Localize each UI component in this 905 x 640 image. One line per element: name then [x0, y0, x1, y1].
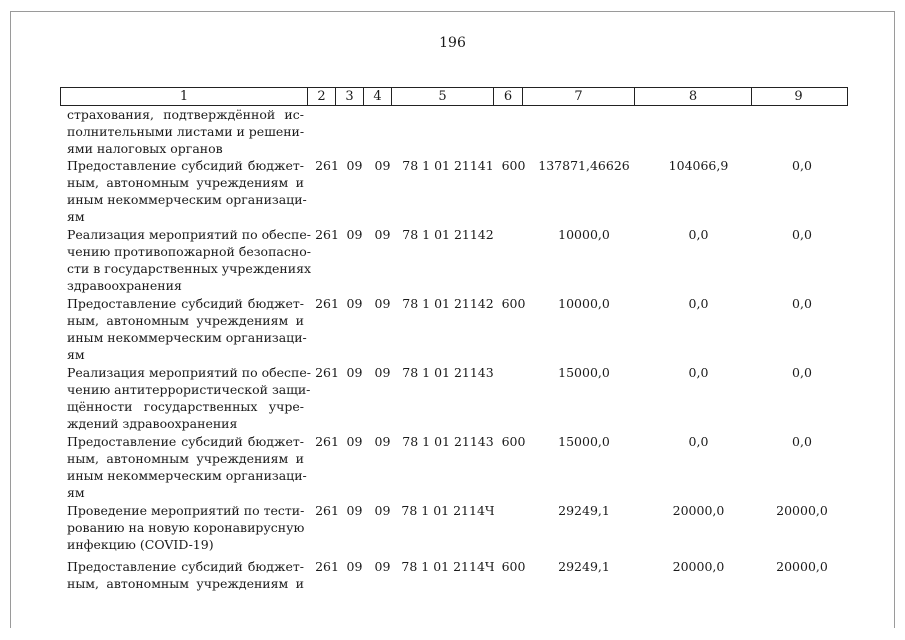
desc-line: ям: [67, 485, 85, 500]
cell-type: 600: [501, 434, 526, 449]
cell-subsection: 09: [374, 559, 391, 574]
cell-subsection: 09: [374, 158, 391, 173]
table-row: [0, 502, 905, 558]
desc-line: здравоохранения: [67, 278, 182, 293]
cell-code: 261: [315, 559, 339, 574]
cell-amount-8: 0,0: [688, 227, 709, 242]
cell-target: 78 1 01 2114Ч: [401, 503, 495, 518]
cell-section: 09: [346, 296, 363, 311]
row-description: [67, 157, 307, 225]
row-description: [67, 558, 304, 592]
cell-amount-9: 0,0: [792, 158, 812, 173]
cell-amount-9: 0,0: [792, 296, 812, 311]
cell-code: 261: [315, 434, 339, 449]
desc-line: ям: [67, 347, 85, 362]
header-col-2: 2: [308, 88, 336, 105]
row-description: [67, 433, 307, 501]
desc-line: Предоставление субсидий бюджет-: [67, 559, 304, 574]
cell-subsection: 09: [374, 434, 391, 449]
cell-amount-8: 20000,0: [672, 503, 725, 518]
cell-amount-7: 15000,0: [558, 434, 610, 449]
desc-line: иным некоммерческим организаци-: [67, 468, 307, 483]
cell-amount-7: 15000,0: [558, 365, 610, 380]
cell-code: 261: [315, 365, 339, 380]
row-description: [67, 364, 312, 432]
table-row: [0, 157, 905, 226]
table-row: [0, 364, 905, 433]
desc-line: ным, автономным учреждениям и: [67, 313, 304, 328]
header-col-3: 3: [336, 88, 364, 105]
cell-subsection: 09: [374, 503, 391, 518]
cell-type: 600: [501, 158, 526, 173]
desc-line: Реализация мероприятий по обеспе-: [67, 227, 312, 242]
desc-line: иным некоммерческим организаци-: [67, 192, 307, 207]
header-col-1: 1: [61, 88, 308, 105]
cell-amount-9: 20000,0: [776, 503, 828, 518]
table-header: [60, 87, 848, 106]
cell-target: 78 1 01 21142: [402, 296, 494, 311]
cell-section: 09: [346, 559, 363, 574]
cell-section: 09: [346, 503, 363, 518]
cell-target: 78 1 01 21143: [402, 365, 494, 380]
table-row: [0, 295, 905, 364]
cell-code: 261: [315, 503, 339, 518]
table-row: [0, 433, 905, 502]
desc-line: ждений здравоохранения: [67, 416, 238, 431]
desc-line: ным, автономным учреждениям и: [67, 451, 304, 466]
table-row: [0, 106, 905, 157]
cell-target: 78 1 01 21142: [402, 227, 494, 242]
desc-line: чению антитеррористической защи-: [67, 382, 311, 397]
desc-line: сти в государственных учреждениях: [67, 261, 312, 276]
page-number: 196: [439, 35, 466, 51]
cell-amount-9: 0,0: [792, 365, 812, 380]
cell-subsection: 09: [374, 365, 391, 380]
table-body: [0, 106, 905, 598]
desc-line: страхования, подтверждённой ис-: [67, 107, 304, 122]
row-description: [67, 502, 304, 553]
desc-line: ным, автономным учреждениям и: [67, 175, 304, 190]
header-col-4: 4: [364, 88, 392, 105]
cell-amount-7: 10000,0: [558, 296, 610, 311]
cell-section: 09: [346, 158, 363, 173]
desc-line: ями налоговых органов: [67, 141, 223, 156]
cell-subsection: 09: [374, 296, 391, 311]
cell-code: 261: [315, 227, 339, 242]
cell-amount-8: 0,0: [688, 434, 709, 449]
cell-amount-9: 0,0: [792, 227, 812, 242]
cell-subsection: 09: [374, 227, 391, 242]
header-col-9: 9: [794, 89, 803, 104]
cell-amount-7: 29249,1: [558, 559, 610, 574]
desc-line: рованию на новую коронавирусную: [67, 520, 305, 535]
desc-line: Реализация мероприятий по обеспе-: [67, 365, 312, 380]
row-description: [67, 106, 304, 157]
cell-amount-8: 104066,9: [668, 158, 729, 173]
desc-line: иным некоммерческим организаци-: [67, 330, 307, 345]
desc-line: полнительными листами и решени-: [67, 124, 305, 139]
cell-target: 78 1 01 21141: [402, 158, 494, 173]
cell-amount-9: 0,0: [792, 434, 812, 449]
cell-code: 261: [315, 158, 339, 173]
desc-line: ным, автономным учреждениям и: [67, 576, 304, 591]
cell-code: 261: [315, 296, 339, 311]
desc-line: Предоставление субсидий бюджет-: [67, 296, 304, 311]
row-description: [67, 226, 312, 294]
cell-target: 78 1 01 21143: [402, 434, 494, 449]
desc-line: инфекцию (COVID-19): [67, 537, 214, 552]
desc-line: Проведение мероприятий по тести-: [67, 503, 305, 518]
cell-amount-8: 0,0: [688, 296, 709, 311]
desc-line: Предоставление субсидий бюджет-: [67, 434, 304, 449]
header-col-7: 7: [523, 88, 635, 105]
table-row: [0, 558, 905, 598]
cell-amount-7: 137871,46626: [538, 158, 630, 173]
cell-section: 09: [346, 434, 363, 449]
cell-amount-9: 20000,0: [776, 559, 828, 574]
header-col-8: 8: [635, 88, 752, 105]
cell-section: 09: [346, 227, 363, 242]
desc-line: щённости государственных учре-: [67, 399, 304, 414]
table-row: [0, 226, 905, 295]
cell-amount-8: 20000,0: [672, 559, 725, 574]
desc-line: Предоставление субсидий бюджет-: [67, 158, 304, 173]
cell-amount-8: 0,0: [688, 365, 709, 380]
cell-section: 09: [346, 365, 363, 380]
cell-amount-7: 29249,1: [558, 503, 610, 518]
cell-amount-7: 10000,0: [558, 227, 610, 242]
header-col-5: 5: [392, 88, 494, 105]
desc-line: чению противопожарной безопасно-: [67, 244, 311, 259]
desc-line: ям: [67, 209, 85, 224]
row-description: [67, 295, 307, 363]
cell-type: 600: [501, 559, 526, 574]
cell-target: 78 1 01 2114Ч: [401, 559, 495, 574]
header-col-6: 6: [494, 88, 523, 105]
cell-type: 600: [501, 296, 526, 311]
